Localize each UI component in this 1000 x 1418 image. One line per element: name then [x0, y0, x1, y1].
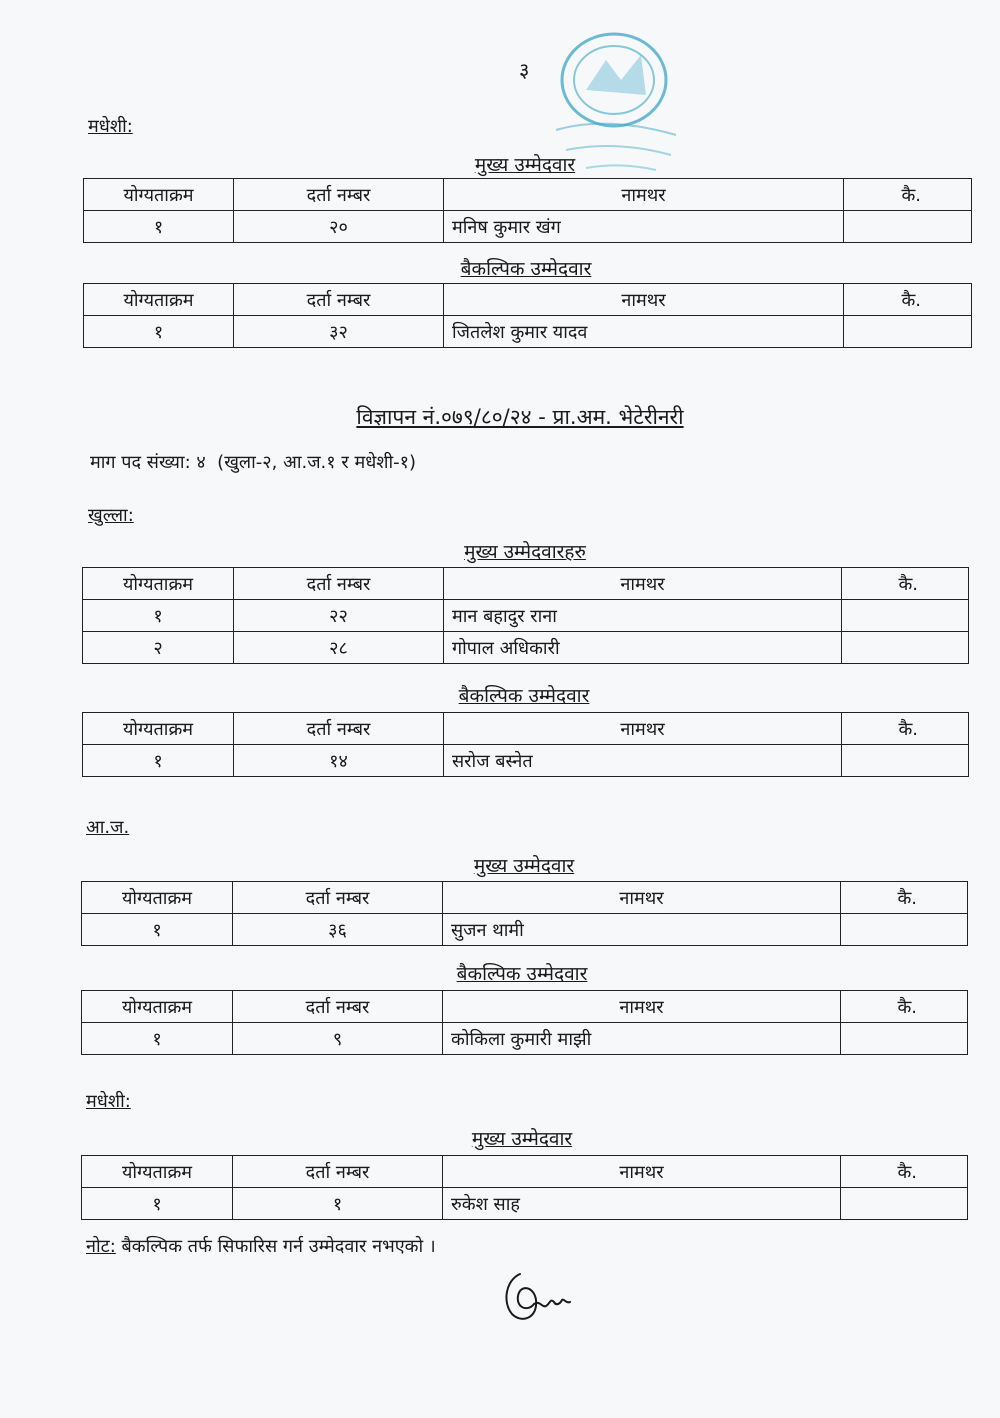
col-header-regno: दर्ता नम्बर — [234, 284, 444, 316]
table-header-row — [82, 1156, 968, 1188]
cell-regno: २८ — [234, 632, 444, 664]
col-header-regno: दर्ता नम्बर — [233, 882, 443, 914]
table-row — [83, 600, 969, 632]
cell-remarks — [842, 600, 969, 632]
col-header-name: नामथर — [443, 882, 841, 914]
demand-post-count: माग पद संख्या: ४ (खुला-२, आ.ज.१ र मधेशी-१) — [90, 452, 417, 473]
col-header-remarks: कै. — [844, 284, 972, 316]
cell-rank: २ — [83, 632, 234, 664]
col-header-rank: योग्यताक्रम — [82, 1156, 233, 1188]
table-row — [82, 1188, 968, 1220]
col-header-remarks: कै. — [844, 179, 972, 211]
cell-remarks — [842, 632, 969, 664]
col-header-name: नामथर — [444, 179, 844, 211]
cell-name: गोपाल अधिकारी — [444, 632, 842, 664]
table-row — [83, 632, 969, 664]
cell-name: जितलेश कुमार यादव — [444, 316, 844, 348]
cell-rank: १ — [82, 1023, 233, 1055]
cell-regno: २२ — [234, 600, 444, 632]
col-header-rank: योग्यताक्रम — [84, 284, 234, 316]
cell-remarks — [844, 211, 972, 243]
cell-regno: १ — [233, 1188, 443, 1220]
main-candidate-caption-madhesi-2: मुख्य उम्मेदवार — [471, 1128, 573, 1150]
category-madhesi-1: मधेशी: — [88, 116, 133, 137]
col-header-rank: योग्यताक्रम — [83, 713, 234, 745]
cell-name: मनिष कुमार खंग — [444, 211, 844, 243]
table-header-row — [84, 284, 972, 316]
col-header-rank: योग्यताक्रम — [83, 568, 234, 600]
table-header-row — [82, 991, 968, 1023]
table-row — [84, 316, 972, 348]
col-header-regno: दर्ता नम्बर — [233, 991, 443, 1023]
cell-regno: २० — [234, 211, 444, 243]
table-header-row — [82, 882, 968, 914]
handwritten-signature — [498, 1262, 578, 1332]
cell-name: रुकेश साह — [443, 1188, 841, 1220]
col-header-name: नामथर — [443, 1156, 841, 1188]
table-header-row — [83, 568, 969, 600]
main-candidate-caption-1: मुख्य उम्मेदवार — [474, 154, 576, 176]
col-header-name: नामथर — [443, 991, 841, 1023]
col-header-regno: दर्ता नम्बर — [234, 179, 444, 211]
col-header-remarks: कै. — [841, 991, 968, 1023]
cell-remarks — [841, 1023, 968, 1055]
alt-candidate-table-1 — [83, 283, 972, 348]
alt-candidate-caption-open: बैकल्पिक उम्मेदवार — [458, 685, 590, 707]
cell-rank: १ — [82, 1188, 233, 1220]
cell-regno: ३२ — [234, 316, 444, 348]
main-candidate-table-open — [82, 567, 969, 664]
cell-rank: १ — [84, 316, 234, 348]
table-row — [82, 1023, 968, 1055]
col-header-regno: दर्ता नम्बर — [233, 1156, 443, 1188]
note-label: नोट: — [86, 1236, 116, 1257]
col-header-regno: दर्ता नम्बर — [234, 713, 444, 745]
cell-remarks — [841, 914, 968, 946]
main-candidate-table-1 — [83, 178, 972, 243]
col-header-regno: दर्ता नम्बर — [234, 568, 444, 600]
main-candidate-caption-open: मुख्य उम्मेदवारहरु — [464, 541, 586, 563]
category-open: खुल्ला: — [88, 505, 134, 526]
cell-remarks — [844, 316, 972, 348]
page-number: ३ — [519, 58, 530, 82]
col-header-rank: योग्यताक्रम — [84, 179, 234, 211]
cell-remarks — [842, 745, 969, 777]
cell-rank: १ — [84, 211, 234, 243]
table-row — [84, 211, 972, 243]
cell-regno: ३६ — [233, 914, 443, 946]
main-candidate-caption-indigenous: मुख्य उम्मेदवार — [473, 855, 575, 877]
footnote — [86, 1234, 436, 1258]
main-candidate-table-madhesi-2 — [81, 1155, 968, 1220]
cell-rank: १ — [83, 745, 234, 777]
note-text: बैकल्पिक तर्फ सिफारिस गर्न उम्मेदवार नभएको । — [115, 1236, 436, 1257]
col-header-rank: योग्यताक्रम — [82, 991, 233, 1023]
col-header-remarks: कै. — [842, 713, 969, 745]
col-header-rank: योग्यताक्रम — [82, 882, 233, 914]
cell-rank: १ — [82, 914, 233, 946]
cell-regno: १४ — [234, 745, 444, 777]
alt-candidate-caption-1: बैकल्पिक उम्मेदवार — [460, 258, 592, 280]
cell-rank: १ — [83, 600, 234, 632]
col-header-name: नामथर — [444, 568, 842, 600]
alt-candidate-table-indigenous — [81, 990, 968, 1055]
table-header-row — [83, 713, 969, 745]
cell-name: मान बहादुर राना — [444, 600, 842, 632]
advertisement-heading: विज्ञापन नं.०७९/८०/२४ - प्रा.अम. भेटेरीनरी — [356, 405, 684, 429]
cell-name: सुजन थामी — [443, 914, 841, 946]
alt-candidate-table-open — [82, 712, 969, 777]
category-madhesi-2: मधेशी: — [86, 1091, 131, 1112]
col-header-name: नामथर — [444, 284, 844, 316]
table-row — [83, 745, 969, 777]
cell-remarks — [841, 1188, 968, 1220]
table-header-row — [84, 179, 972, 211]
alt-candidate-caption-indigenous: बैकल्पिक उम्मेदवार — [456, 963, 588, 985]
table-row — [82, 914, 968, 946]
cell-regno: ९ — [233, 1023, 443, 1055]
cell-name: सरोज बस्नेत — [444, 745, 842, 777]
col-header-name: नामथर — [444, 713, 842, 745]
col-header-remarks: कै. — [841, 1156, 968, 1188]
main-candidate-table-indigenous — [81, 881, 968, 946]
cell-name: कोकिला कुमारी माझी — [443, 1023, 841, 1055]
category-indigenous: आ.ज. — [86, 817, 130, 838]
col-header-remarks: कै. — [842, 568, 969, 600]
col-header-remarks: कै. — [841, 882, 968, 914]
